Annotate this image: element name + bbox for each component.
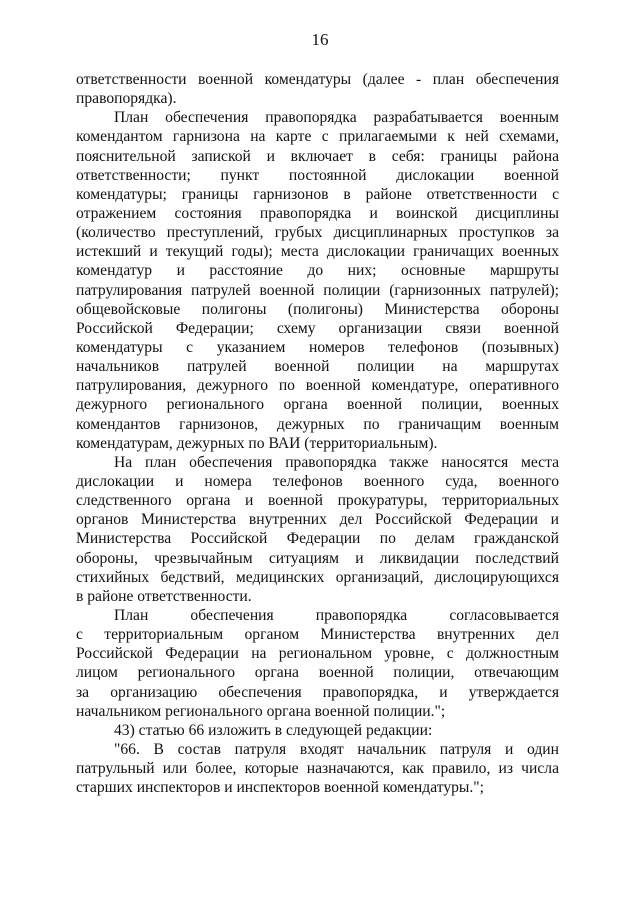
text-line: истекший и текущий годы); места дислокации граничащих военных bbox=[76, 243, 559, 261]
text-line: лицом регионального органа военной полиции, отвечающим bbox=[76, 664, 559, 682]
text-line: ответственности; пункт постоянной дислокации военной bbox=[76, 166, 559, 184]
text-line: Российской Федерации; схему организации связи военной bbox=[76, 319, 559, 337]
text-line: Министерства Российской Федерации по делам гражданской bbox=[76, 530, 559, 548]
text-line: патрульный или более, которые назначаются, как правило, из числа bbox=[76, 760, 559, 778]
text-line: комендатуры; границы гарнизонов в районе ответственности с bbox=[76, 185, 559, 203]
text-line: дежурного регионального органа военной полиции, военных bbox=[76, 396, 559, 414]
text-line: (количество преступлений, грубых дисциплинарных проступков за bbox=[76, 224, 559, 242]
text-line: комендатур и расстояние до них; основные маршруты bbox=[76, 262, 559, 280]
page-number: 16 bbox=[311, 30, 329, 49]
text-line: общевойсковые полигоны (полигоны) Министерства обороны bbox=[76, 300, 559, 318]
text-line: 43) статью 66 изложить в следующей редакции: bbox=[114, 721, 433, 739]
text-line: ответственности военной комендатуры (далее - план обеспечения bbox=[76, 71, 559, 88]
text-line: обороны, чрезвычайным ситуациям и ликвидации последствий bbox=[76, 549, 559, 567]
text-line: в районе ответственности. bbox=[76, 587, 252, 605]
text-line: дислокации и номера телефонов военного суда, военного bbox=[76, 472, 559, 490]
text-line: План обеспечения правопорядка согласовывается bbox=[114, 606, 559, 624]
text-line: старших инспекторов и инспекторов военной комендатуры."; bbox=[76, 779, 484, 797]
document-body bbox=[76, 70, 559, 797]
text-line: комендантов гарнизонов, дежурных по граничащим военным bbox=[76, 415, 559, 433]
text-line: План обеспечения правопорядка разрабатывается военным bbox=[114, 109, 559, 127]
text-line: за организацию обеспечения правопорядка, и утверждается bbox=[76, 683, 559, 701]
text-line: правопорядка). bbox=[76, 90, 177, 108]
text-line: Российской Федерации на региональном уровне, с должностным bbox=[76, 645, 559, 663]
text-line: с территориальным органом Министерства внутренних дел bbox=[76, 626, 559, 644]
text-line: стихийных бедствий, медицинских организаций, дислоцирующихся bbox=[76, 568, 559, 586]
text-line: органов Министерства внутренних дел Российской Федерации и bbox=[76, 511, 559, 529]
text-line: следственного органа и военной прокуратуры, территориальных bbox=[76, 492, 559, 510]
text-line: отражением состояния правопорядка и воинской дисциплины bbox=[76, 204, 559, 222]
text-line: комендатурам, дежурных по ВАИ (территориальным). bbox=[76, 434, 438, 452]
text-line: На план обеспечения правопорядка также наносятся места bbox=[114, 453, 559, 471]
text-line: начальником регионального органа военной полиции."; bbox=[76, 702, 446, 720]
text-line: патрулирования патрулей военной полиции (гарнизонных патрулей); bbox=[76, 281, 559, 299]
text-line: "66. В состав патруля входят начальник патруля и один bbox=[114, 740, 559, 758]
text-line: патрулирования, дежурного по военной комендатуре, оперативного bbox=[76, 377, 559, 395]
text-line: начальников патрулей военной полиции на маршрутах bbox=[76, 358, 559, 376]
text-line: пояснительной запиской и включает в себя: границы района bbox=[76, 147, 559, 165]
text-line: комендатуры с указанием номеров телефонов (позывных) bbox=[76, 338, 559, 356]
text-line: комендантом гарнизона на карте с прилагаемыми к ней схемами, bbox=[76, 128, 559, 146]
